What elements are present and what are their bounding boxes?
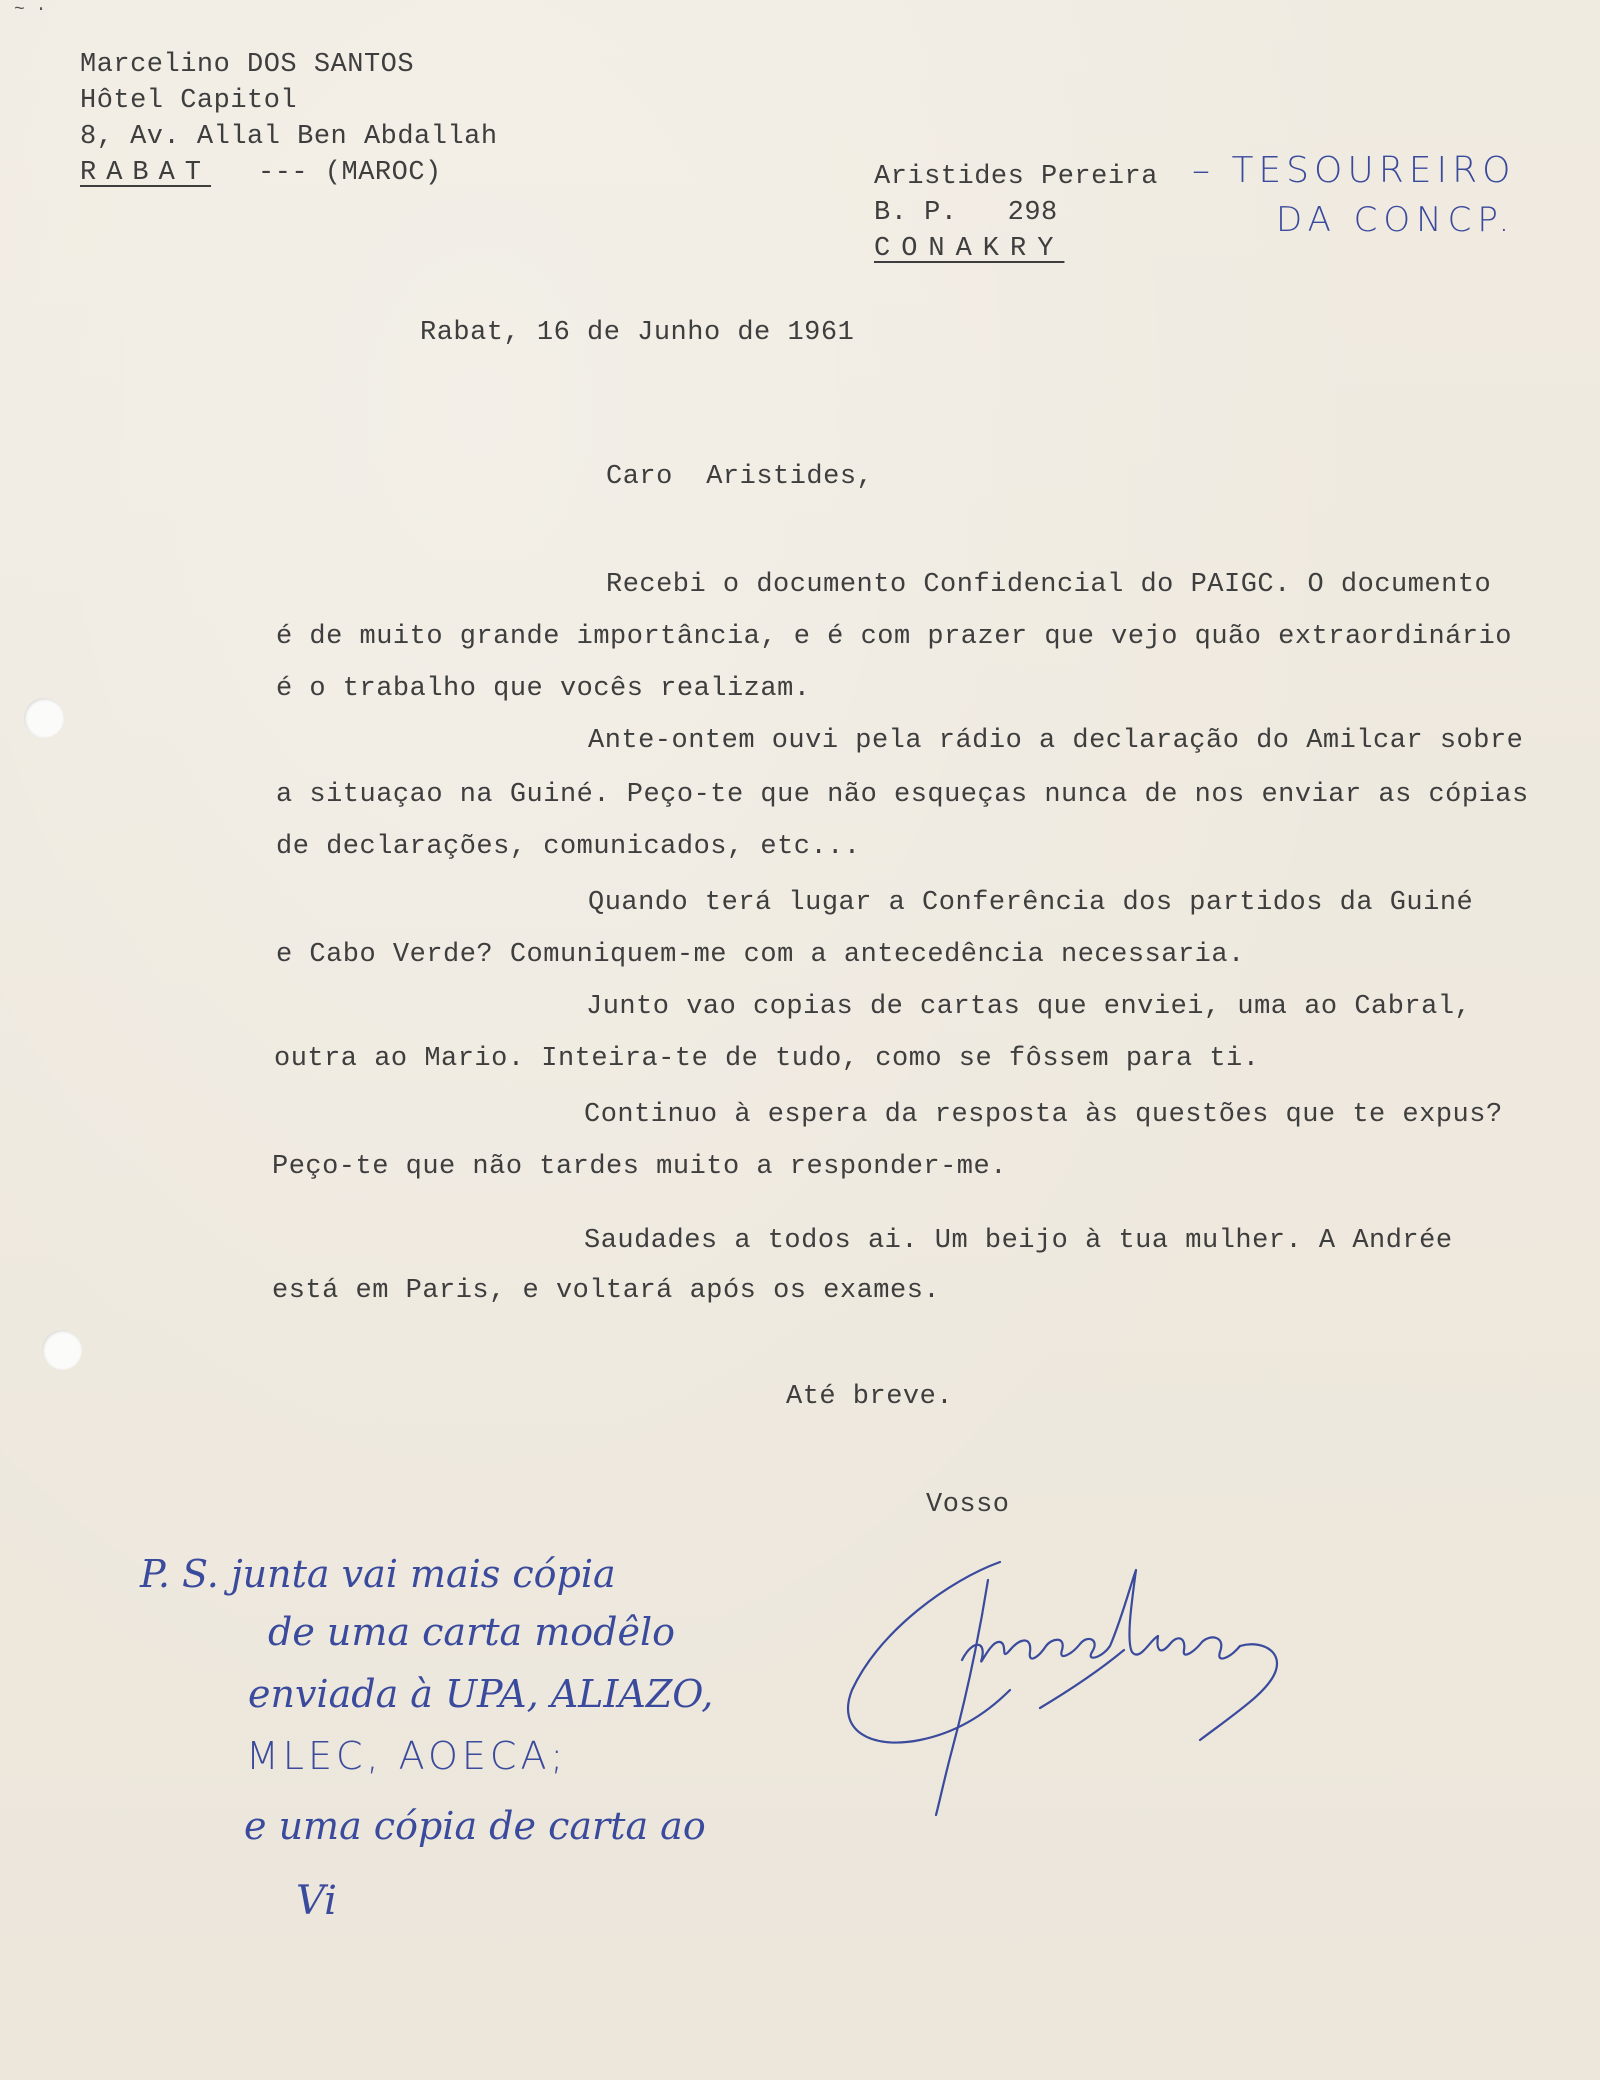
body-line: a situaçao na Guiné. Peço-te que não esqueças nunca de nos enviar as cópias — [276, 780, 1529, 810]
body-line: Ante-ontem ouvi pela rádio a declaração do Amilcar sobre — [588, 726, 1524, 756]
closing: Até breve. — [786, 1382, 954, 1412]
postscript-line: de uma carta modêlo — [268, 1610, 675, 1654]
postscript-line: MLEC, AOECA; — [246, 1734, 568, 1778]
body-line: de declarações, comunicados, etc... — [276, 832, 861, 862]
body-line: é o trabalho que vocês realizam. — [276, 674, 811, 704]
postscript-line: P. S. junta vai mais cópia — [140, 1552, 616, 1596]
body-line: Junto vao copias de cartas que enviei, uma ao Cabral, — [586, 992, 1472, 1022]
postscript-line: e uma cópia de carta ao — [244, 1804, 706, 1848]
body-line: e Cabo Verde? Comuniquem-me com a antecedência necessaria. — [276, 940, 1245, 970]
sender-street: 8, Av. Allal Ben Abdallah — [80, 122, 498, 152]
recipient-box: B. P. 298 — [874, 198, 1058, 228]
postscript-line: enviada à UPA, ALIAZO, — [248, 1672, 714, 1716]
sender-city: RABAT — [80, 158, 212, 188]
body-line: Saudades a todos ai. Um beijo à tua mulher. A Andrée — [584, 1226, 1453, 1256]
sender-hotel: Hôtel Capitol — [80, 86, 298, 116]
body-line: Recebi o documento Confidencial do PAIGC. O documento — [606, 570, 1492, 600]
annotation-line2: DA CONCP. — [1276, 200, 1516, 240]
salutation: Caro Aristides, — [606, 462, 874, 492]
body-line: é de muito grande importância, e é com prazer que vejo quão extraordinário — [276, 622, 1512, 652]
handwritten-signature — [840, 1540, 1320, 1820]
letter-date: Rabat, 16 de Junho de 1961 — [420, 318, 855, 348]
annotation-line1: – TESOUREIRO — [1192, 150, 1516, 191]
sender-name: Marcelino DOS SANTOS — [80, 50, 415, 80]
body-line: está em Paris, e voltará após os exames. — [272, 1276, 941, 1306]
body-line: Quando terá lugar a Conferência dos partidos da Guiné — [588, 888, 1474, 918]
recipient-city: CONAKRY — [874, 234, 1065, 264]
punch-hole — [42, 1330, 82, 1370]
body-line: Continuo à espera da resposta às questões que te expus? — [584, 1100, 1503, 1130]
body-line: Peço-te que não tardes muito a responder-me. — [272, 1152, 1007, 1182]
valediction: Vosso — [926, 1490, 1010, 1520]
sender-country: --- (MAROC) — [258, 158, 442, 188]
stray-mark: ~ · — [14, 0, 47, 20]
recipient-name: Aristides Pereira — [874, 162, 1158, 192]
punch-hole — [24, 698, 64, 738]
body-line: outra ao Mario. Inteira-te de tudo, como se fôssem para ti. — [274, 1044, 1260, 1074]
postscript-line: Vi — [296, 1878, 337, 1924]
